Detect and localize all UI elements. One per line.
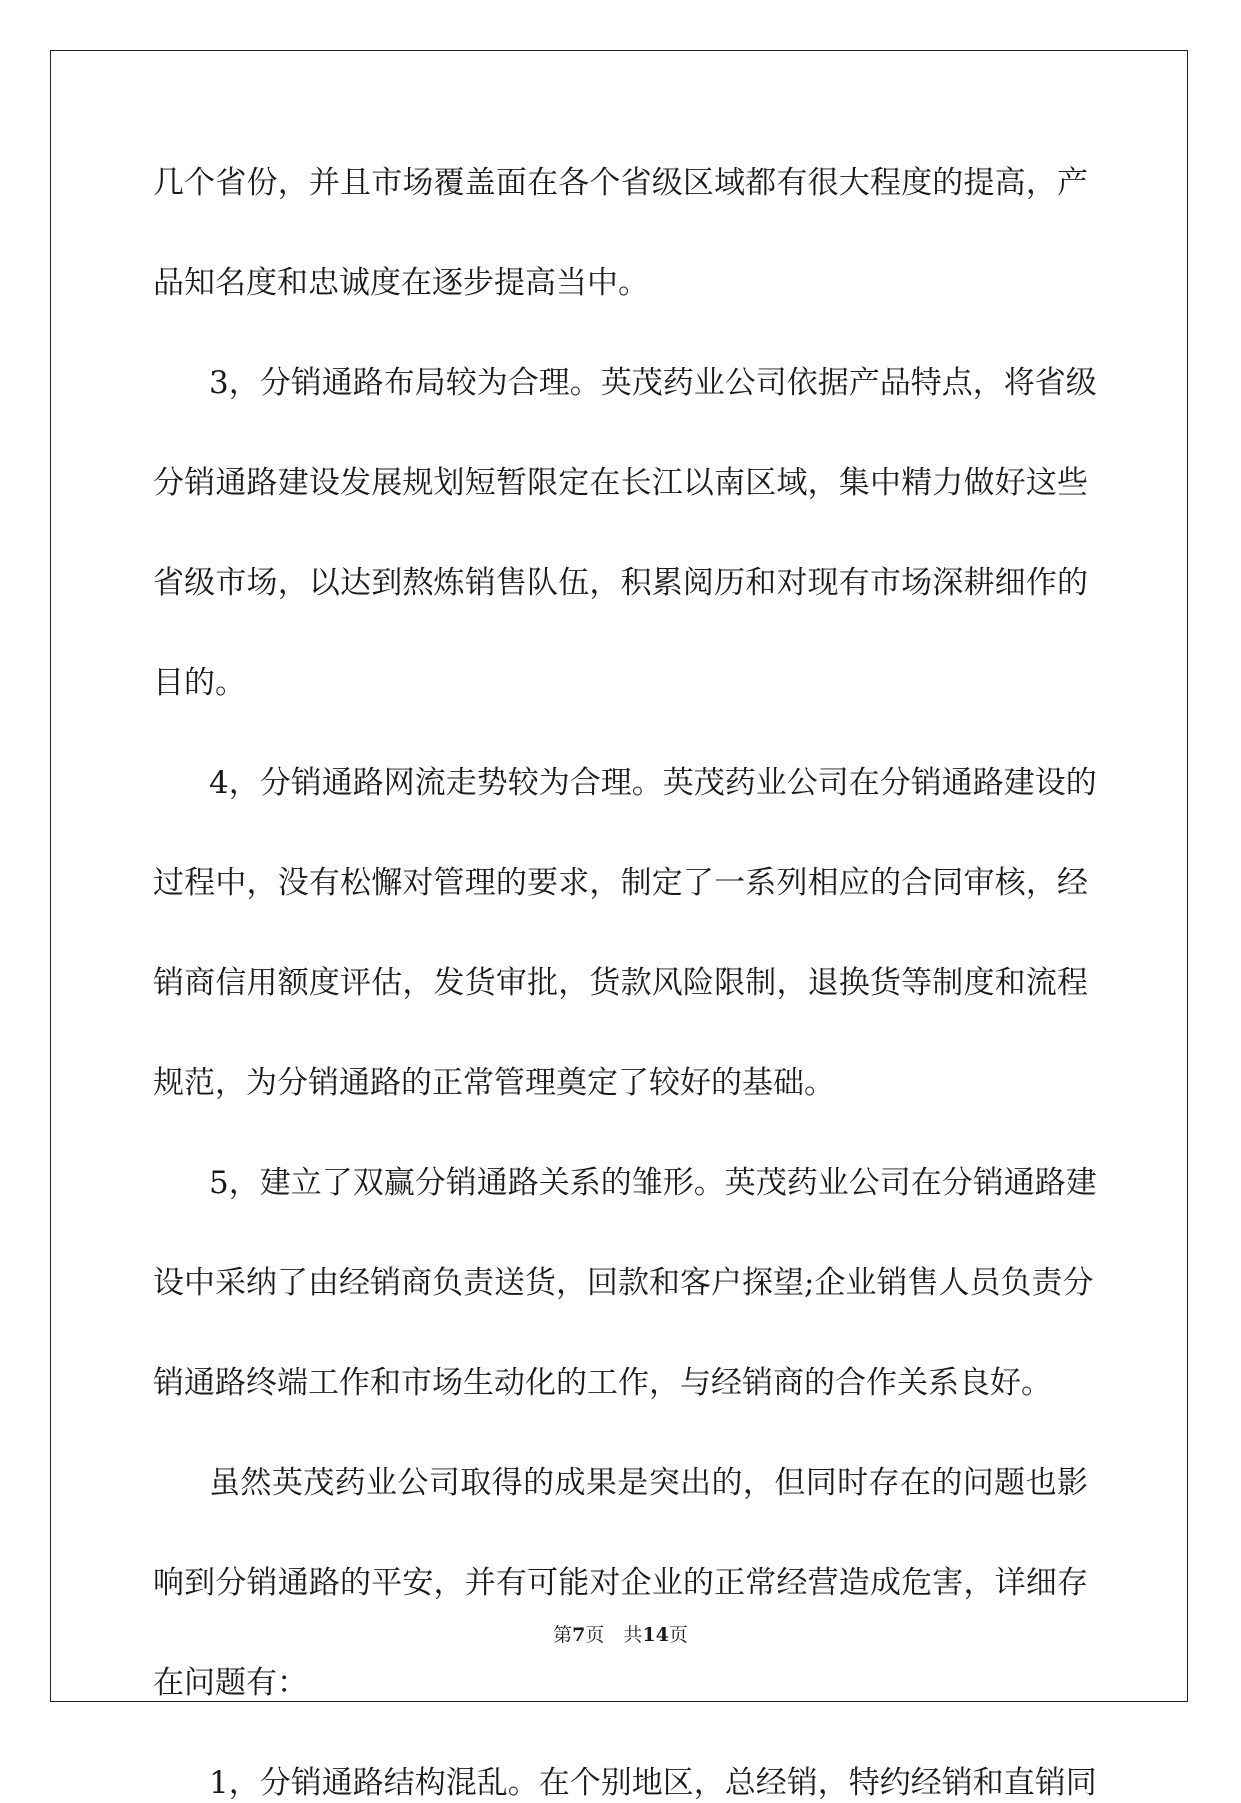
footer-middle: 页 共 bbox=[585, 1624, 643, 1646]
text-line: 过程中，没有松懈对管理的要求，制定了一系列相应的合同审核，经 bbox=[153, 865, 1088, 901]
text-line: 分销通路建设发展规划短暂限定在长江以南区域，集中精力做好这些 bbox=[153, 465, 1088, 501]
footer-page-number: 7 bbox=[572, 1624, 586, 1646]
paragraph-problems-intro bbox=[153, 1463, 1088, 1703]
page-footer bbox=[0, 1623, 1241, 1647]
text-line: 在问题有： bbox=[153, 1665, 308, 1701]
document-body bbox=[153, 163, 1097, 1803]
text-line: 销通路终端工作和市场生动化的工作，与经销商的合作关系良好。 bbox=[153, 1365, 1052, 1401]
text-line: 1，分销通路结构混乱。在个别地区，总经销，特约经销和直销同 bbox=[209, 1765, 1097, 1801]
text-line: 虽然英茂药业公司取得的成果是突出的，但同时存在的问题也影 bbox=[209, 1465, 1088, 1501]
text-line: 销商信用额度评估，发货审批，货款风险限制，退换货等制度和流程 bbox=[153, 965, 1088, 1001]
text-line: 几个省份，并且市场覆盖面在各个省级区域都有很大程度的提高，产 bbox=[153, 165, 1088, 201]
paragraph-problem-1 bbox=[153, 1763, 1097, 1803]
paragraph-point-3 bbox=[153, 363, 1097, 703]
text-line: 目的。 bbox=[153, 665, 246, 701]
text-line: 设中采纳了由经销商负责送货，回款和客户探望;企业销售人员负责分 bbox=[153, 1265, 1094, 1301]
text-line: 省级市场，以达到熬炼销售队伍，积累阅历和对现有市场深耕细作的 bbox=[153, 565, 1088, 601]
paragraph-point-4 bbox=[153, 763, 1097, 1103]
paragraph-point-5 bbox=[153, 1163, 1097, 1403]
paragraph-continuation bbox=[153, 163, 1088, 303]
footer-prefix: 第 bbox=[553, 1624, 573, 1646]
text-line: 规范，为分销通路的正常管理奠定了较好的基础。 bbox=[153, 1065, 835, 1101]
footer-total-pages: 14 bbox=[642, 1624, 669, 1646]
text-line: 5，建立了双赢分销通路关系的雏形。英茂药业公司在分销通路建 bbox=[209, 1165, 1097, 1201]
text-line: 品知名度和忠诚度在逐步提高当中。 bbox=[153, 265, 649, 301]
text-line: 4，分销通路网流走势较为合理。英茂药业公司在分销通路建设的 bbox=[209, 765, 1097, 801]
text-line: 3，分销通路布局较为合理。英茂药业公司依据产品特点，将省级 bbox=[209, 365, 1097, 401]
text-line: 响到分销通路的平安，并有可能对企业的正常经营造成危害，详细存 bbox=[153, 1565, 1088, 1601]
footer-suffix: 页 bbox=[668, 1624, 688, 1646]
